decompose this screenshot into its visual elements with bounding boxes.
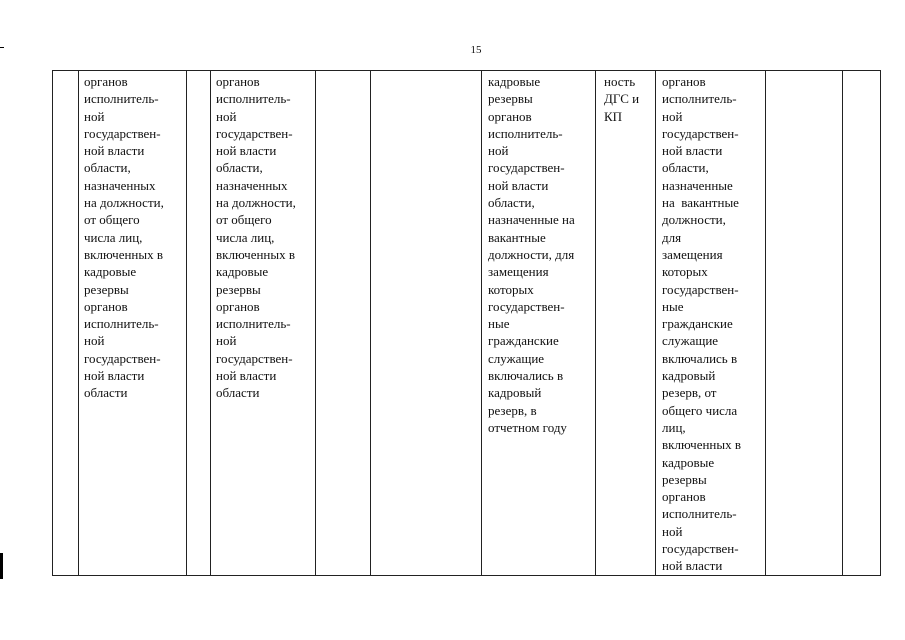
cell-line: включались в	[662, 350, 738, 366]
cell-line: ДГС и	[604, 91, 640, 107]
table-bottom-border	[52, 575, 880, 576]
cell-line: государствен-	[662, 125, 739, 141]
cell-line: служащие	[662, 333, 719, 349]
column-border	[370, 70, 371, 576]
cell-line: органов	[84, 298, 128, 314]
cell-line: ной	[216, 333, 237, 349]
table-cell	[84, 73, 184, 402]
cell-line: области,	[662, 160, 709, 176]
cell-line: исполнитель-	[84, 91, 159, 107]
cell-line: общего числа	[662, 402, 738, 418]
page-number: 15	[470, 44, 482, 56]
cell-line: кадровый	[662, 368, 716, 384]
cell-line: ной власти	[84, 143, 145, 159]
column-border	[78, 70, 79, 576]
cell-line: отчетном году	[488, 419, 567, 435]
cell-line: исполнитель-	[216, 316, 291, 332]
cell-line: ной	[662, 523, 683, 539]
cell-line: государствен-	[84, 350, 161, 366]
cell-line: области,	[84, 160, 131, 176]
cell-line: резерв, от	[662, 385, 717, 401]
cell-line: органов	[84, 74, 128, 89]
cell-line: на должности,	[216, 195, 296, 211]
cell-line: государствен-	[216, 350, 293, 366]
scan-mark	[0, 553, 3, 579]
cell-line: назначенных	[216, 177, 288, 193]
cell-line: ной	[84, 333, 105, 349]
cell-line: ной власти	[216, 143, 277, 159]
cell-line: назначенных	[84, 177, 156, 193]
cell-line: органов	[488, 108, 532, 124]
cell-line: ной власти	[662, 558, 723, 574]
cell-line: органов	[216, 298, 260, 314]
cell-line: ные	[488, 316, 510, 332]
cell-line: резервы	[84, 281, 129, 297]
cell-line: области,	[216, 160, 263, 176]
cell-line: государствен-	[662, 541, 739, 557]
cell-line: резервы	[662, 471, 707, 487]
cell-line: от общего	[216, 212, 272, 228]
cell-line: которых	[662, 264, 708, 280]
cell-line: должности,	[662, 212, 726, 228]
cell-line: ной власти	[662, 143, 723, 159]
cell-line: КП	[604, 108, 623, 124]
column-border	[481, 70, 482, 576]
cell-line: включенных в	[662, 437, 742, 453]
cell-line: вакантные	[488, 229, 546, 245]
cell-line: гражданские	[488, 333, 559, 349]
cell-line: замещения	[662, 246, 723, 262]
cell-line: области	[84, 385, 128, 401]
cell-line: на должности,	[84, 195, 164, 211]
cell-line: резерв, в	[488, 402, 537, 418]
cell-line: кадровые	[84, 264, 137, 280]
cell-line: резервы	[488, 91, 533, 107]
column-border	[186, 70, 187, 576]
cell-line: включенных в	[216, 246, 296, 262]
column-border	[315, 70, 316, 576]
cell-line: числа лиц,	[84, 229, 143, 245]
table-cell	[216, 73, 314, 402]
cell-line: гражданские	[662, 316, 733, 332]
table-cell	[662, 73, 764, 575]
column-border	[842, 70, 843, 576]
scan-mark	[0, 47, 4, 48]
cell-line: ной	[84, 108, 105, 124]
cell-line: кадровые	[662, 454, 715, 470]
table-cell	[604, 73, 654, 125]
column-border	[52, 70, 53, 576]
cell-line: для	[662, 229, 682, 245]
cell-line: служащие	[488, 350, 545, 366]
cell-line: ной	[488, 143, 509, 159]
column-border	[210, 70, 211, 576]
cell-line: числа лиц,	[216, 229, 275, 245]
column-border	[595, 70, 596, 576]
table-cell	[488, 73, 594, 436]
cell-line: резервы	[216, 281, 261, 297]
cell-line: кадровый	[488, 385, 542, 401]
column-border	[880, 70, 881, 576]
cell-line: ной власти	[84, 368, 145, 384]
cell-line: ной	[662, 108, 683, 124]
cell-line: ные	[662, 298, 684, 314]
cell-line: области	[216, 385, 260, 401]
cell-line: исполнитель-	[488, 125, 563, 141]
cell-line: замещения	[488, 264, 549, 280]
cell-line: должности, для	[488, 246, 575, 262]
cell-line: государствен-	[662, 281, 739, 297]
cell-line: исполнитель-	[662, 506, 737, 522]
cell-line: ной	[216, 108, 237, 124]
cell-line: государствен-	[488, 160, 565, 176]
cell-line: назначенные	[662, 177, 733, 193]
cell-line: ной власти	[488, 177, 549, 193]
cell-line: ной власти	[216, 368, 277, 384]
cell-line: кадровые	[488, 74, 541, 89]
cell-line: органов	[662, 489, 706, 505]
column-border	[765, 70, 766, 576]
cell-line: исполнитель-	[216, 91, 291, 107]
cell-line: включались в	[488, 368, 564, 384]
cell-line: лиц,	[662, 419, 686, 435]
cell-line: кадровые	[216, 264, 269, 280]
cell-line: ность	[604, 74, 636, 89]
cell-line: от общего	[84, 212, 140, 228]
cell-line: органов	[662, 74, 706, 89]
cell-line: исполнитель-	[84, 316, 159, 332]
cell-line: назначенные на	[488, 212, 575, 228]
cell-line: включенных в	[84, 246, 164, 262]
cell-line: на вакантные	[662, 195, 739, 211]
cell-line: органов	[216, 74, 260, 89]
cell-line: государствен-	[488, 298, 565, 314]
column-border	[655, 70, 656, 576]
cell-line: исполнитель-	[662, 91, 737, 107]
cell-line: государствен-	[84, 125, 161, 141]
cell-line: государствен-	[216, 125, 293, 141]
cell-line: области,	[488, 195, 535, 211]
cell-line: которых	[488, 281, 534, 297]
table-top-border	[52, 70, 880, 71]
